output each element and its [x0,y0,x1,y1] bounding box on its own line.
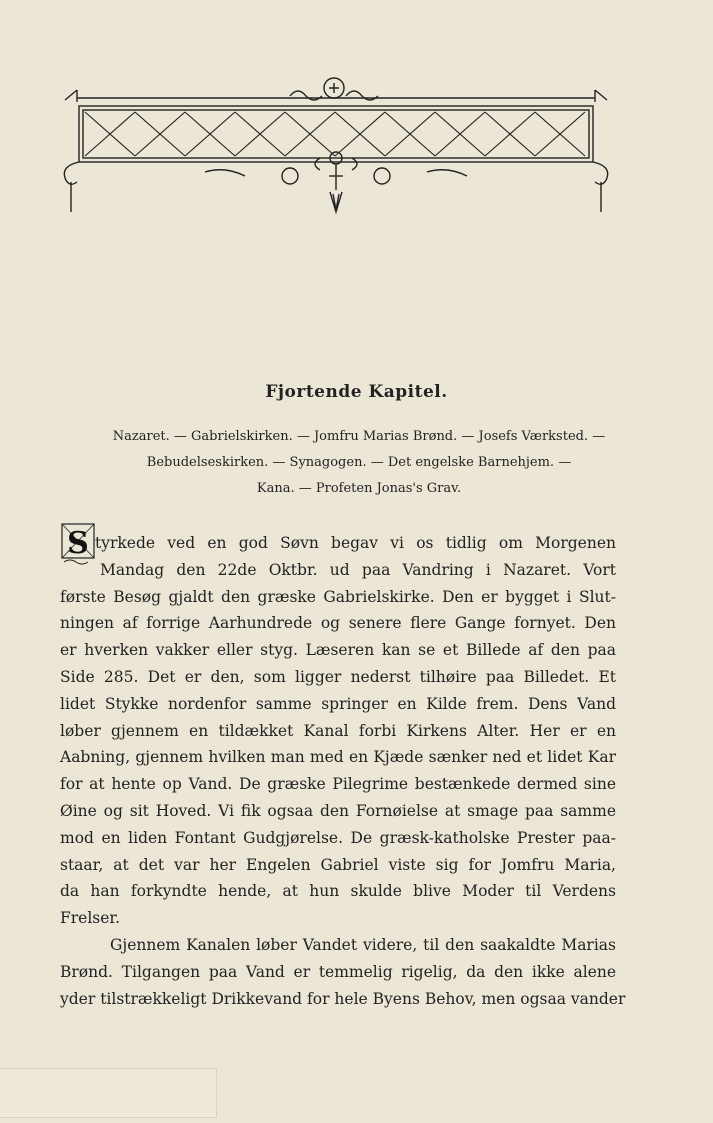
text-line: da han forkyndte hende, at hun skulde blive Moder til Verdens [60,882,616,901]
text-line: Øine og sit Hoved. Vi fik ogsaa den Fornøielse at smage paa samme [60,801,616,820]
summary-line: Nazaret. — Gabrielskirken. — Jomfru Marias Brønd. — Josefs Værksted. — [112,429,606,444]
text-line: mod en liden Fontant Gudgjørelse. De græsk-katholske Prester paa- [60,828,616,847]
text-line: Brønd. Tilgangen paa Vand er temmelig rigelig, da den ikke alene [60,962,616,981]
text-line: staar, at det var her Engelen Gabriel viste sig for Jomfru Maria, [60,855,616,874]
text-line: Mandag den 22de Oktbr. ud paa Vandring i Nazaret. Vort [100,560,616,579]
text-line: lidet Stykke nordenfor samme springer en Kilde frem. Dens Vand [60,694,616,713]
text-line: ningen af forrige Aarhundrede og senere flere Gange fornyet. Den [60,614,616,633]
summary-line: Bebudelseskirken. — Synagogen. — Det engelske Barnehjem. — [146,455,572,470]
summary-line: Kana. — Profeten Jonas's Grav. [256,481,462,496]
chapter-title: Fjortende Kapitel. [265,382,448,402]
text-line: for at hente op Vand. De græske Pilegrime bestænkede dermed sine [60,775,616,794]
text-line: tyrkede ved en god Søvn begav vi os tidlig om Morgenen [95,534,616,552]
text-line: er hverken vakker eller styg. Læseren kan se et Billede af den paa [60,641,616,660]
text-line: Gjennem Kanalen løber Vandet videre, til den saakaldte Marias [110,935,616,954]
text-line: yder tilstrækkeligt Drikkevand for hele Byens Behov, men ogsaa vander [60,989,626,1008]
text-line: Frelser. [60,909,121,928]
page-corner-shadow [0,1068,217,1118]
body-text [60,530,626,1012]
text-line: løber gjennem en tildækket Kanal forbi Kirkens Alter. Her er en [60,721,616,740]
text-line: Side 285. Det er den, som ligger nederst tilhøire paa Billedet. Et [60,667,616,686]
text-line: første Besøg gjaldt den græske Gabrielskirke. Den er bygget i Slut- [60,587,616,606]
chapter-summary [60,424,658,502]
svg-text:S: S [67,526,89,561]
chapter-header-ornament [55,72,655,222]
text-line: Aabning, gjennem hvilken man med en Kjæde sænker ned et lidet Kar [60,748,616,767]
